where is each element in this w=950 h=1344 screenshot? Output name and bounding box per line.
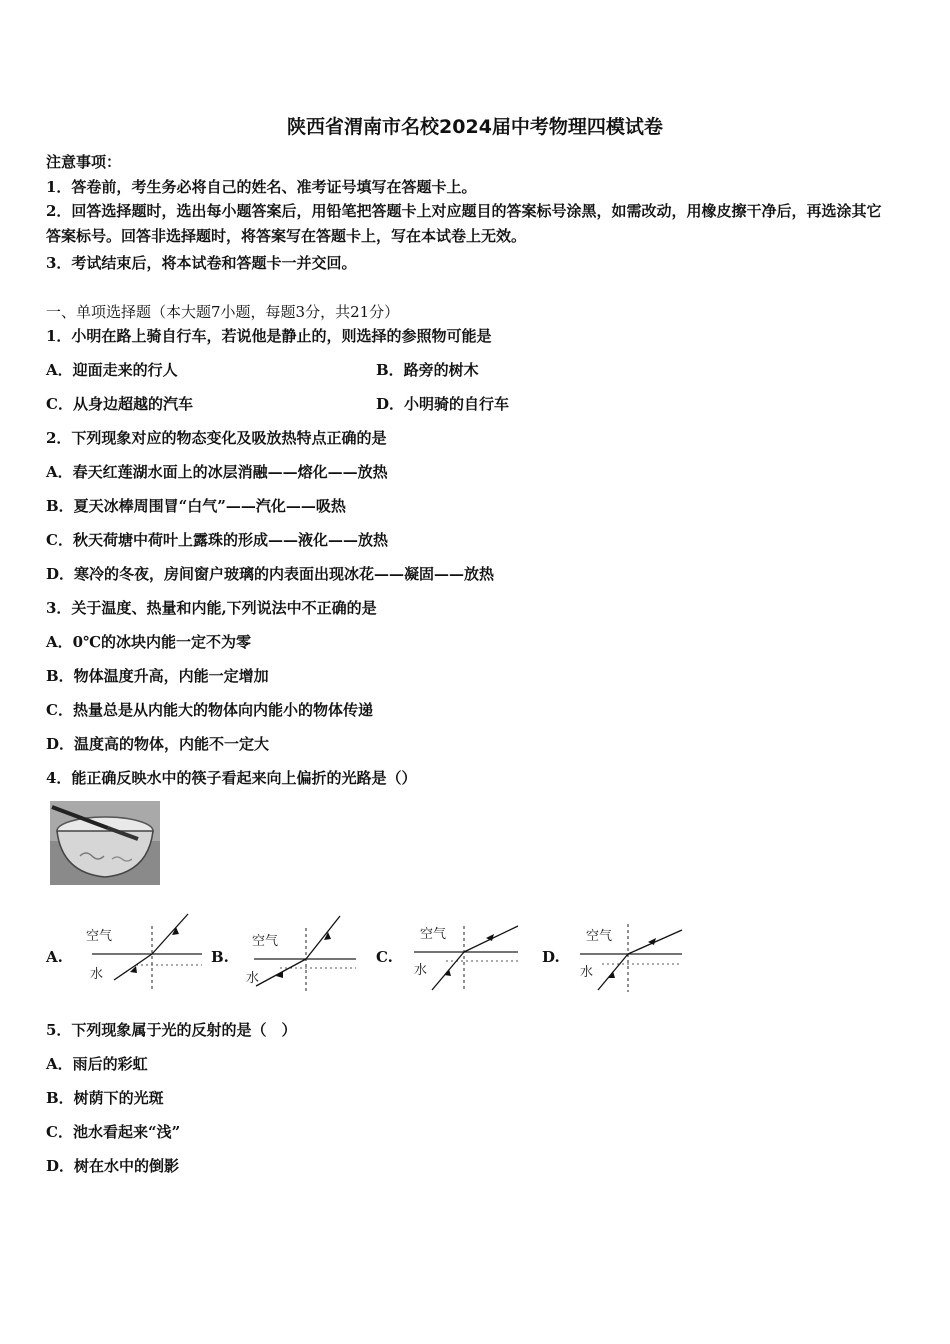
q2-stem: 2．下列现象对应的物态变化及吸放热特点正确的是	[46, 429, 387, 447]
q1-option-d: D．小明骑的自行车	[376, 395, 510, 413]
q1-option-a: A．迎面走来的行人	[46, 361, 178, 379]
q2-option-b: B．夏天冰棒周围冒“白气”——汽化——吸热	[46, 497, 346, 515]
q4-diagram-d	[572, 908, 688, 1000]
light-path-diagram-a	[76, 908, 206, 1000]
q4-label-b: B.	[211, 948, 229, 966]
q2-option-a: A．春天红莲湖水面上的冰层消融——熔化——放热	[46, 463, 388, 481]
label-water: 水	[90, 967, 104, 982]
q5-option-d: D．树在水中的倒影	[46, 1157, 180, 1175]
q1-option-b: B．路旁的树木	[376, 361, 479, 379]
q1-stem: 1．小明在路上骑自行车，若说他是静止的，则选择的参照物可能是	[46, 327, 492, 345]
q3-option-c: C．热量总是从内能大的物体向内能小的物体传递	[46, 701, 373, 719]
label-air: 空气	[252, 934, 279, 949]
label-air: 空气	[586, 929, 613, 944]
notice-heading: 注意事项：	[46, 153, 122, 171]
q4-stem: 4．能正确反映水中的筷子看起来向上偏折的光路是（）	[46, 769, 417, 787]
light-path-diagram-d	[572, 908, 688, 1000]
q2-option-d: D．寒冷的冬夜，房间窗户玻璃的内表面出现冰花——凝固——放热	[46, 565, 495, 583]
light-path-diagram-c	[406, 908, 536, 1000]
q4-diagram-a	[76, 908, 206, 1000]
q5-option-a: A．雨后的彩虹	[46, 1055, 148, 1073]
q4-label-d: D.	[542, 948, 560, 966]
q3-option-d: D．温度高的物体，内能不一定大	[46, 735, 270, 753]
q5-option-c: C．池水看起来“浅”	[46, 1123, 181, 1141]
q5-option-b: B．树荫下的光斑	[46, 1089, 164, 1107]
q3-option-a: A．0℃的冰块内能一定不为零	[46, 633, 252, 651]
q4-diagram-b	[240, 908, 370, 1000]
label-water: 水	[580, 965, 594, 980]
label-air: 空气	[86, 929, 113, 944]
notice-item-1: 1．答卷前，考生务必将自己的姓名、准考证号填写在答题卡上。	[46, 178, 477, 196]
light-path-diagram-b	[240, 908, 370, 1000]
exam-title: 陕西省渭南市名校2024届中考物理四模试卷	[287, 116, 663, 138]
label-water: 水	[414, 963, 428, 978]
q4-label-c: C.	[376, 948, 393, 966]
q4-diagram-c	[406, 908, 536, 1000]
q3-stem: 3．关于温度、热量和内能,下列说法中不正确的是	[46, 599, 377, 617]
notice-item-2: 2．回答选择题时，选出每小题答案后，用铅笔把答题卡上对应题目的答案标号涂黑，如需改动，用橡皮擦干净后，再选涂其它答案标号。回答非选择题时，将答案写在答题卡上，写在本试卷上无效。	[46, 202, 882, 245]
q4-label-a: A.	[46, 948, 63, 966]
q2-option-c: C．秋天荷塘中荷叶上露珠的形成——液化——放热	[46, 531, 388, 549]
label-water: 水	[246, 971, 260, 986]
section-heading: 一、单项选择题（本大题7小题，每题3分，共21分）	[46, 303, 400, 321]
bowl-with-chopstick-image	[50, 801, 160, 885]
notice-item-3: 3．考试结束后，将本试卷和答题卡一并交回。	[46, 254, 357, 272]
q1-option-c: C．从身边超越的汽车	[46, 395, 193, 413]
label-air: 空气	[420, 927, 447, 942]
q5-stem: 5．下列现象属于光的反射的是（ ）	[46, 1021, 297, 1039]
q3-option-b: B．物体温度升高，内能一定增加	[46, 667, 269, 685]
